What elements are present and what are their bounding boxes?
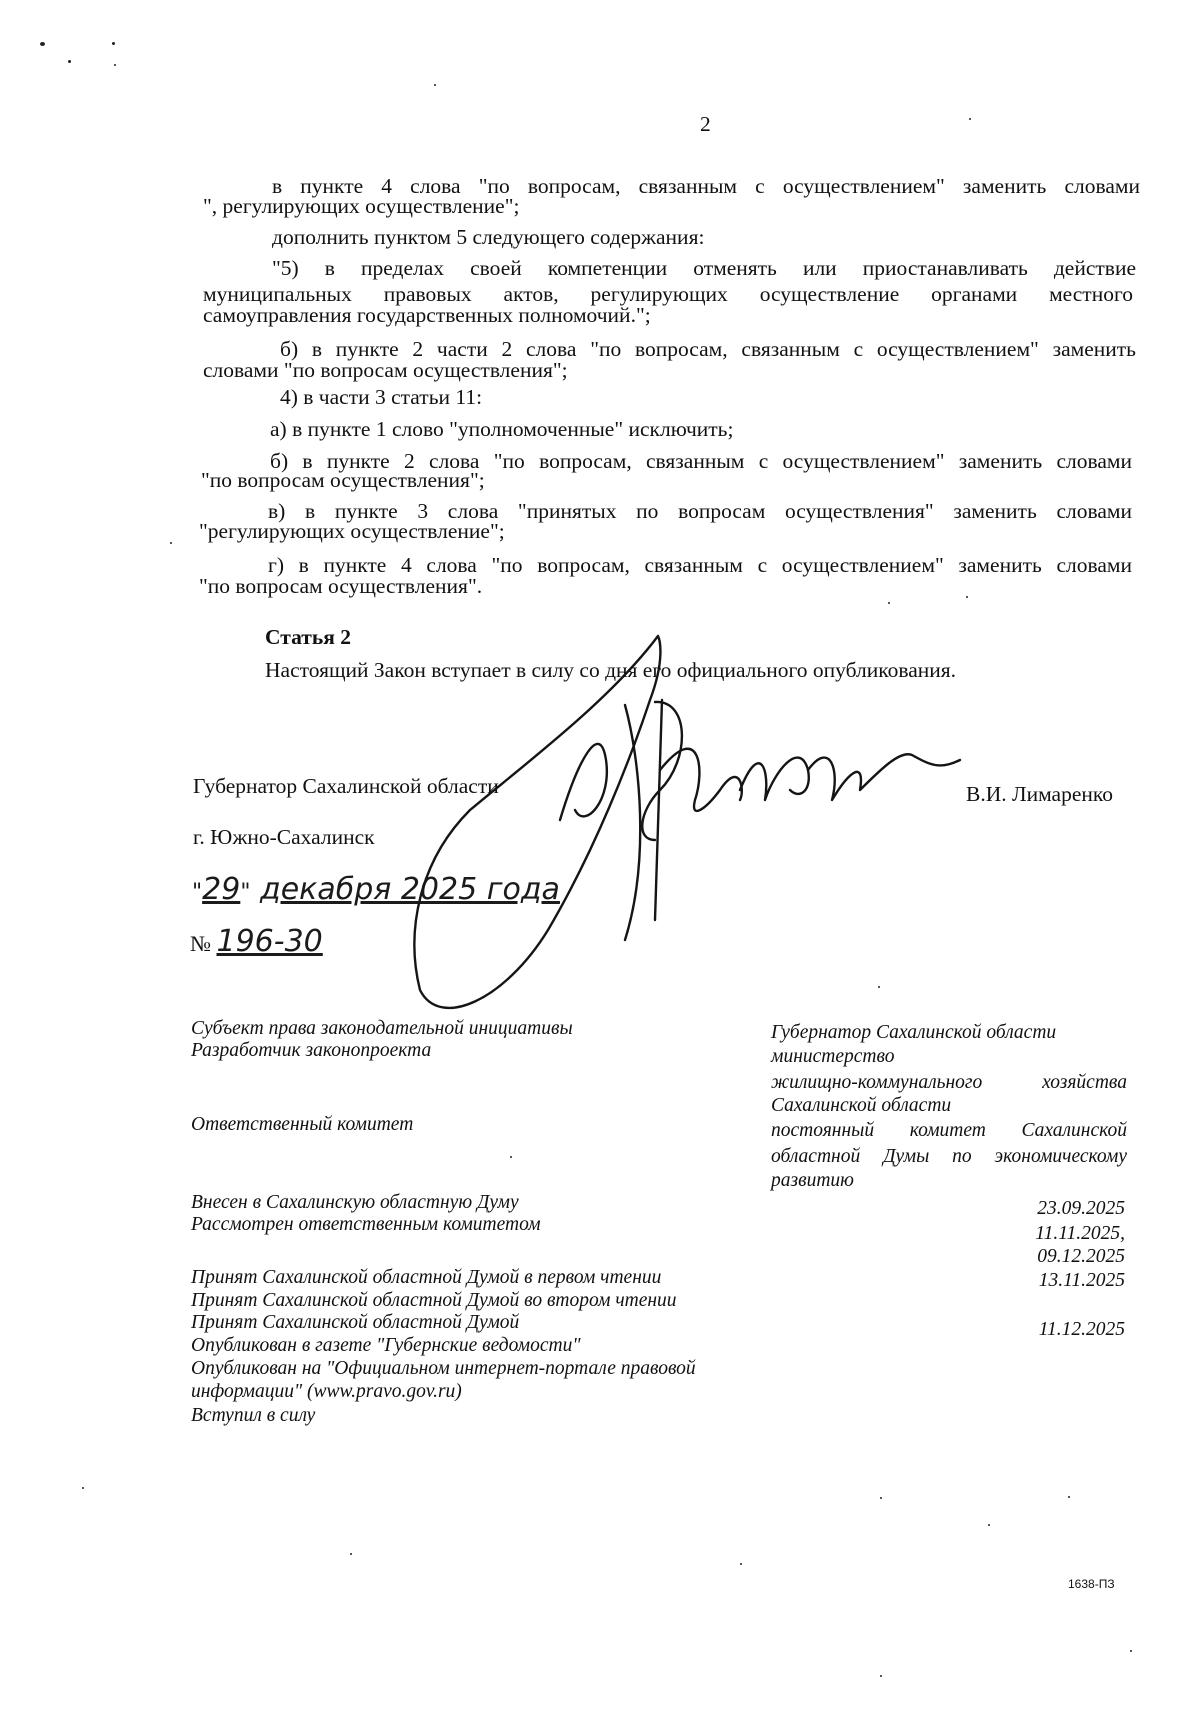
date-month-year: декабря 2025 года [259,872,560,907]
scan-speck [114,64,116,66]
governor-name: В.И. Лимаренко [966,782,1113,806]
article-heading: Статья 2 [265,625,351,649]
scan-speck [888,602,890,604]
scan-speck [40,42,45,46]
amendment-line: г) в пункте 4 слова "по вопросам, связанным с осуществлением" заменить словами [268,553,1132,577]
amendment-line: словами "по вопросам осуществления"; [203,358,568,382]
registry-label: Опубликован в газете "Губернские ведомости" [191,1335,581,1356]
law-number [190,924,323,959]
registry-date: 11.11.2025, [1035,1223,1125,1244]
registry-label: Вступил в силу [191,1405,316,1426]
signing-date: "29" декабря 2025 года [192,872,560,907]
registry-date: 09.12.2025 [1037,1246,1125,1267]
registry-label: Ответственный комитет [191,1114,414,1135]
scan-speck [510,1156,512,1158]
scan-speck [434,84,436,86]
number-value: 196-30 [216,924,323,959]
registry-value: областной Думы по экономическому [771,1146,1127,1167]
amendment-line: а) в пункте 1 слово "уполномоченные" исключить; [270,417,734,441]
registry-value: Губернатор Сахалинской области [771,1022,1057,1043]
registry-value: Сахалинской области [771,1095,952,1116]
registry-label: информации" (www.pravo.gov.ru) [191,1381,462,1402]
scan-speck [988,1524,990,1526]
scan-speck [740,1563,742,1565]
article-text: Настоящий Закон вступает в силу со дня его официального опубликования. [265,658,957,682]
registry-label: Рассмотрен ответственным комитетом [191,1214,541,1235]
registry-label: Субъект права законодательной инициативы [191,1018,573,1039]
scan-speck [969,118,971,120]
scan-speck [880,1497,882,1499]
registry-label: Принят Сахалинской областной Думой в первом чтении [191,1267,662,1288]
scan-speck [350,1553,352,1555]
amendment-line: "регулирующих осуществление"; [199,519,505,543]
scan-speck [880,1675,882,1677]
scan-speck [1130,1650,1132,1652]
registry-value: жилищно-коммунального хозяйства [771,1072,1127,1093]
page-number: 2 [700,112,711,136]
registry-label: Принят Сахалинской областной Думой во втором чтении [191,1290,677,1311]
scan-speck [966,596,968,598]
amendment-line: в) в пункте 3 слова "принятых по вопросам осуществления" заменить словами [268,499,1132,523]
registry-value: постоянный комитет Сахалинской [771,1120,1127,1141]
amendment-line: "5) в пределах своей компетенции отменять или приостанавливать действие [272,256,1136,280]
registry-date: 23.09.2025 [1037,1198,1125,1219]
amendment-line: муниципальных правовых актов, регулирующих осуществление органами местного [203,282,1133,306]
scan-speck [170,542,172,544]
scan-speck [82,1487,84,1489]
registry-value: министерство [771,1046,895,1067]
amendment-line: "по вопросам осуществления"; [201,468,485,492]
number-sign: № [190,931,211,956]
scan-speck [112,42,115,45]
registry-date: 11.12.2025 [1038,1319,1125,1340]
governor-title: Губернатор Сахалинской области [193,774,499,798]
registry-date: 13.11.2025 [1038,1270,1125,1291]
registry-label: Разработчик законопроекта [191,1040,432,1061]
amendment-line: самоуправления государственных полномочий."; [203,303,651,327]
registry-label: Опубликован на "Официальном интернет-портале правовой [191,1358,696,1379]
amendment-line: ", регулирующих осуществление"; [203,194,520,218]
registry-label: Принят Сахалинской областной Думой [191,1312,520,1333]
amendment-line: 4) в части 3 статьи 11: [280,385,483,409]
footer-code: 1638-ПЗ [1068,1577,1115,1591]
amendment-line: б) в пункте 2 части 2 слова "по вопросам, связанным с осуществлением" заменить [280,337,1136,361]
scan-speck [68,60,71,63]
amendment-line: в пункте 4 слова "по вопросам, связанным с осуществлением" заменить словами [272,174,1140,198]
registry-value: развитию [771,1170,854,1191]
scan-speck [1068,1496,1070,1498]
amendment-line: "по вопросам осуществления". [199,574,483,598]
scan-speck [878,986,880,988]
registry-label: Внесен в Сахалинскую областную Думу [191,1192,519,1213]
city: г. Южно-Сахалинск [193,825,375,849]
date-day: 29 [202,872,241,907]
amendment-line: б) в пункте 2 слова "по вопросам, связанным с осуществлением" заменить словами [270,449,1132,473]
amendment-line: дополнить пунктом 5 следующего содержания: [272,225,705,249]
